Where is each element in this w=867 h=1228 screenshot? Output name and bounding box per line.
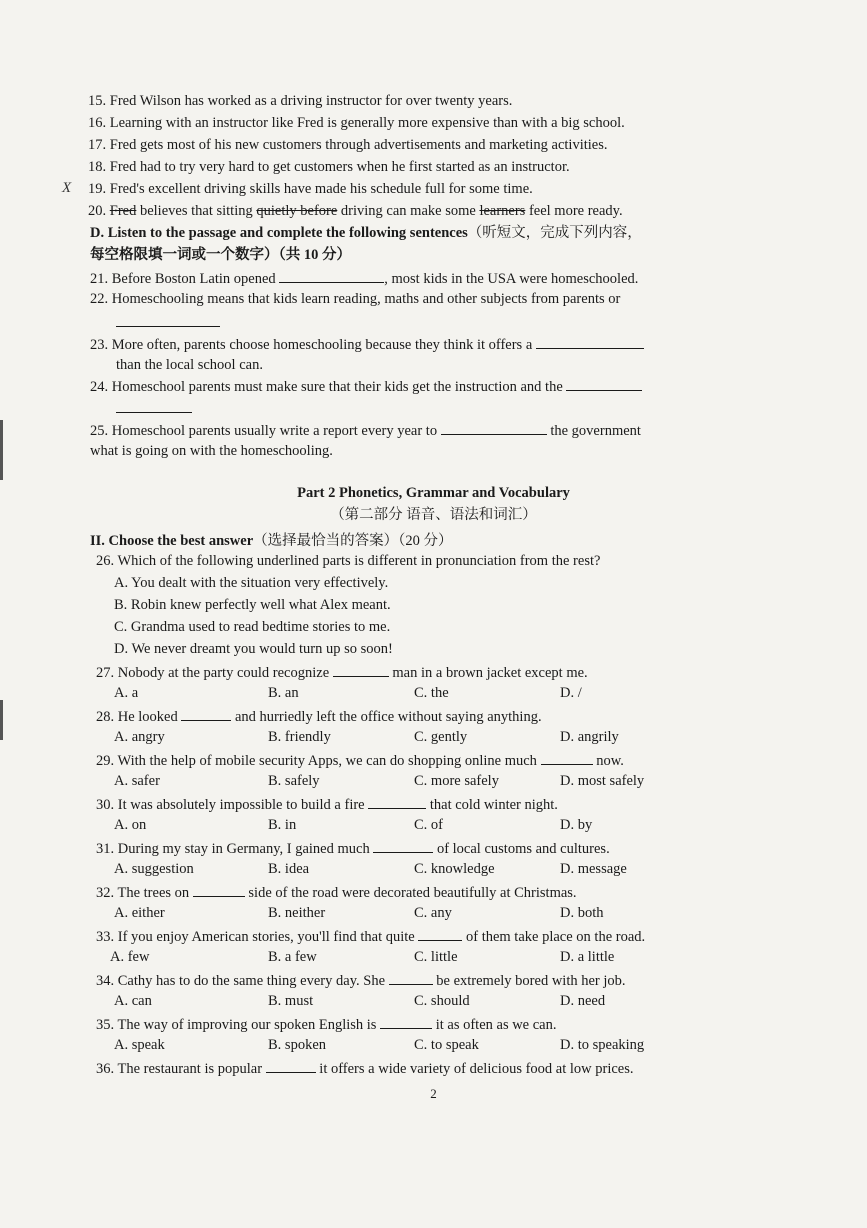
option-31-a: A. suggestion: [114, 861, 194, 877]
option-35-b: B. spoken: [268, 1037, 326, 1053]
question-22-blank: [116, 312, 220, 332]
option-29-b: B. safely: [268, 773, 320, 789]
option-33-a: A. few: [110, 949, 150, 965]
section-d-heading-cn: 每空格限填一词或一个数字）（共 10 分）: [90, 247, 351, 263]
part2-title: Part 2 Phonetics, Grammar and Vocabulary: [297, 485, 570, 501]
option-34-c: C. should: [414, 993, 470, 1009]
question-25: 25. Homeschool parents usually write a report every year to the government: [90, 420, 641, 440]
question-31: 31. During my stay in Germany, I gained much of local customs and cultures.: [96, 838, 610, 858]
option-27-d: D. /: [560, 685, 582, 701]
question-23-cont: than the local school can.: [116, 357, 263, 373]
question-23: 23. More often, parents choose homeschooling because they think it offers a: [90, 334, 644, 354]
question-25-cont: what is going on with the homeschooling.: [90, 443, 333, 459]
option-28-a: A. angry: [114, 729, 165, 745]
section-ii-heading: II. Choose the best answer（选择最恰当的答案）（20 分）: [90, 533, 453, 549]
option-34-d: D. need: [560, 993, 606, 1009]
question-27: 27. Nobody at the party could recognize man in a brown jacket except me.: [96, 662, 588, 682]
question-22: 22. Homeschooling means that kids learn reading, maths and other subjects from parents or: [90, 291, 621, 307]
scan-edge: [0, 420, 3, 480]
option-26-b: B. Robin knew perfectly well what Alex meant.: [114, 597, 391, 613]
option-32-c: C. any: [414, 905, 452, 921]
option-26-c: C. Grandma used to read bedtime stories to me.: [114, 619, 391, 635]
margin-mark: X: [62, 180, 72, 196]
option-28-c: C. gently: [414, 729, 468, 745]
option-30-c: C. of: [414, 817, 443, 833]
option-27-b: B. an: [268, 685, 299, 701]
option-26-d: D. We never dreamt you would turn up so soon!: [114, 641, 393, 657]
option-35-a: A. speak: [114, 1037, 165, 1053]
statement-15: 15. Fred Wilson has worked as a driving instructor for over twenty years.: [88, 93, 513, 109]
option-29-d: D. most safely: [560, 773, 645, 789]
option-28-d: D. angrily: [560, 729, 619, 745]
option-34-a: A. can: [114, 993, 152, 1009]
option-30-a: A. on: [114, 817, 147, 833]
option-33-d: D. a little: [560, 949, 615, 965]
question-29: 29. With the help of mobile security Apps, we can do shopping online much now.: [96, 750, 624, 770]
statement-19: 19. Fred's excellent driving skills have made his schedule full for some time.: [88, 181, 533, 197]
question-21: 21. Before Boston Latin opened , most kids in the USA were homeschooled.: [90, 268, 638, 288]
question-26: 26. Which of the following underlined parts is different in pronunciation from the rest?: [96, 553, 601, 569]
option-32-b: B. neither: [268, 905, 326, 921]
option-33-c: C. little: [414, 949, 458, 965]
option-33-b: B. a few: [268, 949, 317, 965]
scan-edge: [0, 700, 3, 740]
option-31-c: C. knowledge: [414, 861, 495, 877]
option-28-b: B. friendly: [268, 729, 331, 745]
option-32-d: D. both: [560, 905, 604, 921]
statement-20: 20. Fred believes that sitting quietly before driving can make some learners feel more ready.: [88, 203, 623, 219]
question-24-blank: [116, 398, 192, 418]
option-29-c: C. more safely: [414, 773, 499, 789]
part2-subtitle: （第二部分 语音、语法和词汇）: [330, 507, 537, 523]
option-35-d: D. to speaking: [560, 1037, 645, 1053]
option-32-a: A. either: [114, 905, 165, 921]
option-34-b: B. must: [268, 993, 314, 1009]
question-33: 33. If you enjoy American stories, you'll find that quite of them take place on the road.: [96, 926, 645, 946]
page-number: 2: [430, 1086, 437, 1101]
option-30-b: B. in: [268, 817, 297, 833]
question-24: 24. Homeschool parents must make sure that their kids get the instruction and the: [90, 376, 642, 396]
question-28: 28. He looked and hurriedly left the office without saying anything.: [96, 706, 542, 726]
statement-17: 17. Fred gets most of his new customers through advertisements and marketing activities.: [88, 137, 608, 153]
option-31-d: D. message: [560, 861, 627, 877]
option-26-a: A. You dealt with the situation very effectively.: [114, 575, 389, 591]
statement-18: 18. Fred had to try very hard to get customers when he first started as an instructor.: [88, 159, 570, 175]
statement-16: 16. Learning with an instructor like Fred is generally more expensive than with a big school.: [88, 115, 625, 131]
option-35-c: C. to speak: [414, 1037, 479, 1053]
question-32: 32. The trees on side of the road were decorated beautifully at Christmas.: [96, 882, 577, 902]
option-31-b: B. idea: [268, 861, 310, 877]
question-34: 34. Cathy has to do the same thing every day. She be extremely bored with her job.: [96, 970, 626, 990]
question-36: 36. The restaurant is popular it offers a wide variety of delicious food at low prices.: [96, 1058, 634, 1078]
section-d-heading: D. Listen to the passage and complete the following sentences（听短文，完成下列内容，: [90, 225, 642, 241]
option-27-a: A. a: [114, 685, 139, 701]
question-30: 30. It was absolutely impossible to build a fire that cold winter night.: [96, 794, 558, 814]
option-27-c: C. the: [414, 685, 449, 701]
option-29-a: A. safer: [114, 773, 160, 789]
option-30-d: D. by: [560, 817, 593, 833]
question-35: 35. The way of improving our spoken English is it as often as we can.: [96, 1014, 557, 1034]
